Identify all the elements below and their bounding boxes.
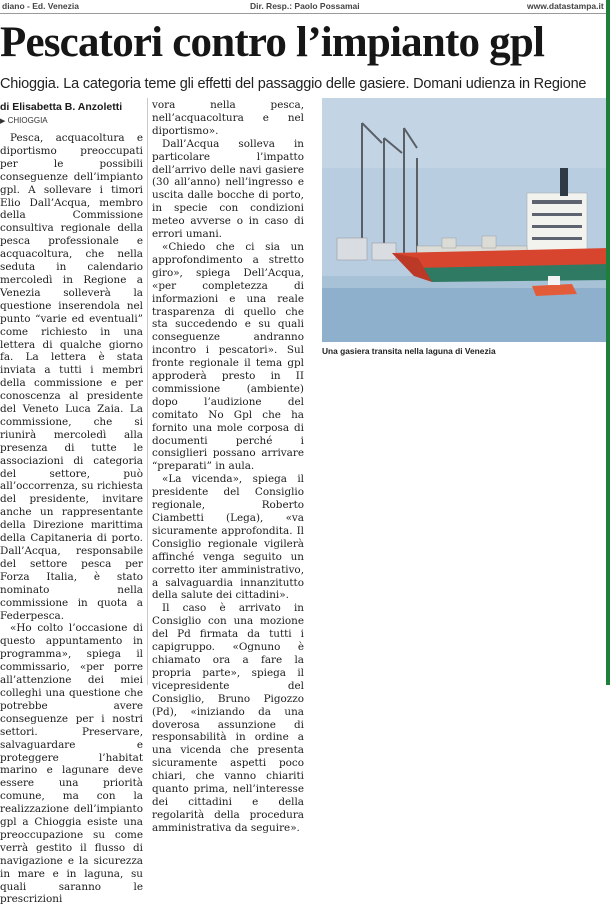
article-dateline: ▶ CHIOGGIA: [0, 116, 48, 125]
article-byline: di Elisabetta B. Anzoletti: [0, 101, 123, 113]
column-2-paragraph: «La vicenda», spiega il presidente del Consiglio regionale, Roberto Ciambetti (Lega), «va sicuramente approfondita. Il Consiglio regionale vigilerà affinché venga seguito un corretto iter amministrativo, a salvaguardia innanzitutto della salute dei cittadini».: [152, 473, 304, 602]
column-1-paragraph: Pesca, acquacoltura e diportismo preoccupati per le possibili conseguenze dell’impianto gpl. A sollevare i timori Elio Dall’Acqua, membro della Commissione consultiva regionale della pesca professionale e acquacoltura, che nella seduta in calendario mercoledì in Regione a Venezia solleverà la questione inserendola nel punto “varie ed eventuali” come richiesto in una lettera di qualche giorno fa. La lettera è stata inviata a tutti i membri della commissione e per conoscenza al presidente del Veneto Luca Zaia. La commissione, che si riunirà mercoledì alla presenza di tutte le associazioni di categoria del settore, può all’occorrenza, su richiesta del presidente, invitare anche un rappresentante della Direzione marittima della Capitaneria di porto. Dall’Acqua, responsabile del settore pesca per Forza Italia, è stato nominato nella commissione in quota a Federpesca.: [0, 132, 143, 622]
column-2-paragraph: vora nella pesca, nell’acquacoltura e nel diportismo».: [152, 99, 304, 137]
article-subheadline: Chioggia. La categoria teme gli effetti del passaggio delle gasiere. Domani udienza in Regione: [0, 76, 587, 92]
column-2-paragraph: Dall’Acqua solleva in particolare l’impatto dell’arrivo delle navi gasiere (30 all’anno) nell’ingresso e uscita dalle bocche di porto, in specie con condizioni meteo avverse o in caso di errori umani.: [152, 137, 304, 241]
column-2-paragraph: «Chiedo che ci sia un approfondimento a stretto giro», spiega Dell’Acqua, «per completezza di informazioni e una reale trasparenza di quello che sta succedendo e su quali conseguenze andranno incontro i pescatori». Sul fronte regionale il tema gpl approderà presto in II commissione (ambiente) dopo l’audizione del comitato No Gpl che ha fornito una mole corposa di documenti perché i consiglieri possano arrivare “preparati” in aula.: [152, 240, 304, 473]
ship-funnel: [560, 168, 568, 196]
source-header: [0, 0, 610, 14]
column-1-paragraph: «Ho colto l’occasione di questo appuntamento in programma», spiega il commissario, «per porre all’attenzione dei miei colleghi una questione che potrebbe avere conseguenze per i nostri settori. Preservare, salvaguardare e proteggere l’habitat marino e lagunare deve essere una priorità comune, ma con la realizzazione dell’impianto gpl a Chioggia esiste una preoccupazione su come verrà gestito il flusso di navigazione e la sicurezza in mare e in laguna, su quali saranno le prescrizioni: [0, 622, 143, 906]
article-headline: Pescatori contro l’impianto gpl: [0, 19, 545, 66]
photo-caption: Una gasiera transita nella laguna di Venezia: [322, 346, 496, 356]
column-divider: [147, 98, 148, 685]
source-director: Dir. Resp.: Paolo Possamai: [250, 1, 360, 11]
source-edition: diano - Ed. Venezia: [2, 1, 79, 11]
source-website: www.datastampa.it: [527, 1, 604, 11]
gas-tanker-photo: [322, 98, 610, 342]
article-photo: [322, 98, 610, 342]
column-2-paragraph: Il caso è arrivato in Consiglio con una mozione del Pd firmata da tutti i capigruppo. «Ognuno è chiamato ora a fare la propria parte», spiega il vicepresidente del Consiglio, Bruno Pigozzo (Pd), «iniziando da una doverosa assunzione di responsabilità in ordine a una vicenda che presenta sicuramente aspetti poco chiari, che vanno chiariti quanto prima, nell’interesse dei cittadini e della regolarità della procedura amministrativa da seguire».: [152, 602, 304, 834]
dateline-text: CHIOGGIA: [7, 116, 48, 125]
article-column-2: [152, 99, 304, 834]
page-edge-bar: [606, 0, 610, 685]
photo-haze: [322, 98, 610, 168]
article-column-1: [0, 132, 143, 906]
